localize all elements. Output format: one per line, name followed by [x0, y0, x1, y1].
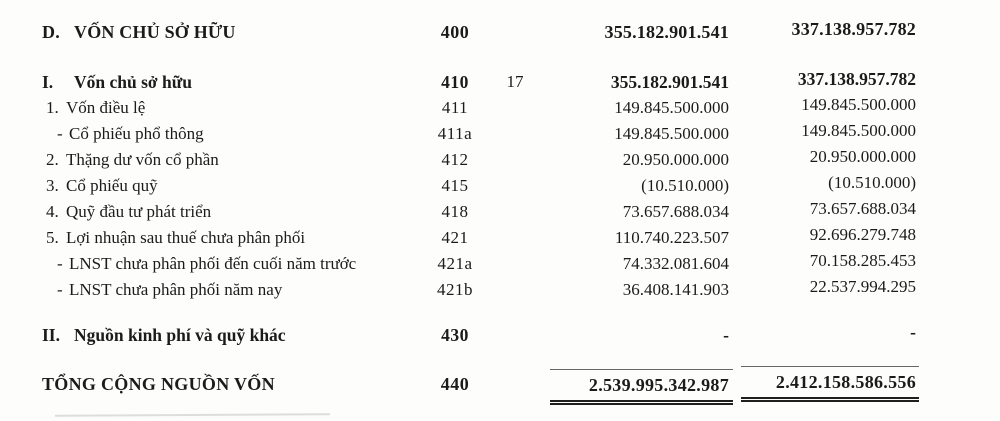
- row-value-prior: (10.510.000): [828, 173, 916, 192]
- table-row: [0, 322, 1000, 348]
- row-label: [0, 19, 430, 45]
- row-trailing-space: [919, 173, 1000, 199]
- column-gap: [733, 251, 741, 277]
- row-note: [480, 225, 550, 251]
- row-prefix: -: [57, 280, 63, 299]
- row-value-prior: 22.537.994.295: [809, 277, 916, 296]
- row-code: 410: [441, 72, 469, 92]
- row-code: 412: [441, 150, 469, 169]
- row-value-prior: -: [910, 322, 916, 342]
- row-trailing-space: [919, 225, 1000, 251]
- row-value-current: 355.182.901.541: [610, 72, 729, 92]
- row-prefix: I.: [42, 72, 54, 92]
- table-row: [0, 369, 1000, 399]
- row-note: [480, 173, 550, 199]
- row-code: 421: [441, 228, 469, 247]
- row-value-prior: 73.657.688.034: [809, 199, 916, 218]
- row-value-current: 2.539.995.342.987: [550, 369, 733, 405]
- row-label-text: Quỹ đầu tư phát triển: [66, 202, 212, 221]
- column-gap: [733, 147, 741, 173]
- row-code: 418: [441, 202, 469, 221]
- scan-artifact: [55, 413, 330, 416]
- row-code: 400: [440, 22, 470, 42]
- row-prefix: 3.: [46, 176, 59, 195]
- row-code: 411a: [437, 124, 473, 143]
- row-code: 421a: [437, 254, 473, 273]
- row-label-text: Nguồn kinh phí và quỹ khác: [74, 325, 286, 345]
- row-prefix: 1.: [46, 98, 59, 117]
- row-label: [0, 322, 430, 348]
- row-note: [480, 277, 550, 303]
- row-value-current: 36.408.141.903: [622, 280, 729, 299]
- row-value-current: 355.182.901.541: [604, 22, 729, 42]
- row-prefix: 5.: [46, 228, 59, 247]
- column-gap: [733, 225, 741, 251]
- column-gap: [733, 199, 741, 225]
- row-trailing-space: [919, 69, 1000, 95]
- row-label-text: Lợi nhuận sau thuế chưa phân phối: [66, 228, 306, 247]
- row-label: [0, 199, 430, 225]
- row-trailing-space: [919, 322, 1000, 348]
- row-label: [0, 225, 430, 251]
- row-note: [480, 147, 550, 173]
- row-code: 440: [440, 374, 470, 394]
- column-gap: [733, 173, 741, 199]
- row-label-text: Vốn điều lệ: [66, 98, 146, 117]
- row-label: [0, 121, 430, 147]
- row-code: 430: [441, 325, 469, 345]
- row-label: [0, 173, 430, 199]
- row-note: [480, 369, 550, 405]
- row-value-current: 110.740.223.507: [614, 228, 729, 247]
- row-value-prior: 20.950.000.000: [809, 147, 916, 166]
- table-row: [0, 277, 1000, 303]
- row-note: [480, 121, 550, 147]
- row-value-prior: 2.412.158.586.556: [741, 366, 919, 402]
- row-value-current: 74.332.081.604: [622, 254, 729, 273]
- row-prefix: -: [57, 124, 63, 143]
- row-trailing-space: [919, 251, 1000, 277]
- row-note: [480, 95, 550, 121]
- balance-sheet-table: [0, 19, 1000, 399]
- row-value-current: 149.845.500.000: [614, 124, 729, 143]
- row-trailing-space: [919, 19, 1000, 45]
- row-value-prior: 149.845.500.000: [801, 95, 916, 114]
- column-gap: [733, 369, 741, 405]
- row-note: [480, 199, 550, 225]
- row-label-text: LNST chưa phân phối năm nay: [69, 280, 283, 299]
- row-value-current: (10.510.000): [641, 176, 729, 195]
- row-label-text: Cổ phiếu phổ thông: [69, 124, 204, 143]
- row-value-prior: 337.138.957.782: [797, 69, 916, 89]
- row-value-current: 149.845.500.000: [614, 98, 729, 117]
- row-code: 415: [441, 176, 469, 195]
- row-label: [0, 369, 430, 405]
- column-gap: [733, 19, 741, 45]
- row-trailing-space: [919, 199, 1000, 225]
- row-prefix: II.: [42, 325, 60, 345]
- column-gap: [733, 277, 741, 303]
- column-gap: [733, 322, 741, 348]
- row-prefix: 2.: [46, 150, 59, 169]
- row-trailing-space: [919, 369, 1000, 405]
- column-gap: [733, 95, 741, 121]
- row-note: 17: [506, 72, 524, 91]
- row-trailing-space: [919, 147, 1000, 173]
- row-value-current: 20.950.000.000: [622, 150, 729, 169]
- row-value-prior: 92.696.279.748: [809, 225, 916, 244]
- row-label: [0, 69, 430, 95]
- row-label-text: TỔNG CỘNG NGUỒN VỐN: [42, 374, 275, 394]
- row-trailing-space: [919, 277, 1000, 303]
- row-note: [480, 251, 550, 277]
- row-note: [480, 19, 550, 45]
- row-label: [0, 95, 430, 121]
- row-label: [0, 277, 430, 303]
- row-prefix: -: [57, 254, 63, 273]
- row-prefix: 4.: [46, 202, 59, 221]
- column-gap: [733, 121, 741, 147]
- row-trailing-space: [919, 95, 1000, 121]
- row-trailing-space: [919, 121, 1000, 147]
- row-note: [480, 322, 550, 348]
- row-label-text: Vốn chủ sở hữu: [74, 72, 192, 92]
- row-value-prior: 337.138.957.782: [791, 19, 916, 39]
- row-label-text: VỐN CHỦ SỞ HỮU: [74, 22, 236, 42]
- row-prefix: D.: [42, 22, 60, 42]
- row-value-prior: 70.158.285.453: [809, 251, 916, 270]
- row-label-text: LNST chưa phân phối đến cuối năm trước: [69, 254, 357, 273]
- row-value-prior: 149.845.500.000: [801, 121, 916, 140]
- table-row: [0, 19, 1000, 45]
- row-value-current: 73.657.688.034: [622, 202, 729, 221]
- row-label: [0, 147, 430, 173]
- row-label: [0, 251, 430, 277]
- column-gap: [733, 69, 741, 95]
- row-value-current: -: [723, 325, 729, 345]
- row-code: 411: [441, 98, 469, 117]
- row-label-text: Cổ phiếu quỹ: [66, 176, 158, 195]
- row-label-text: Thặng dư vốn cổ phần: [66, 150, 219, 169]
- row-code: 421b: [437, 280, 473, 299]
